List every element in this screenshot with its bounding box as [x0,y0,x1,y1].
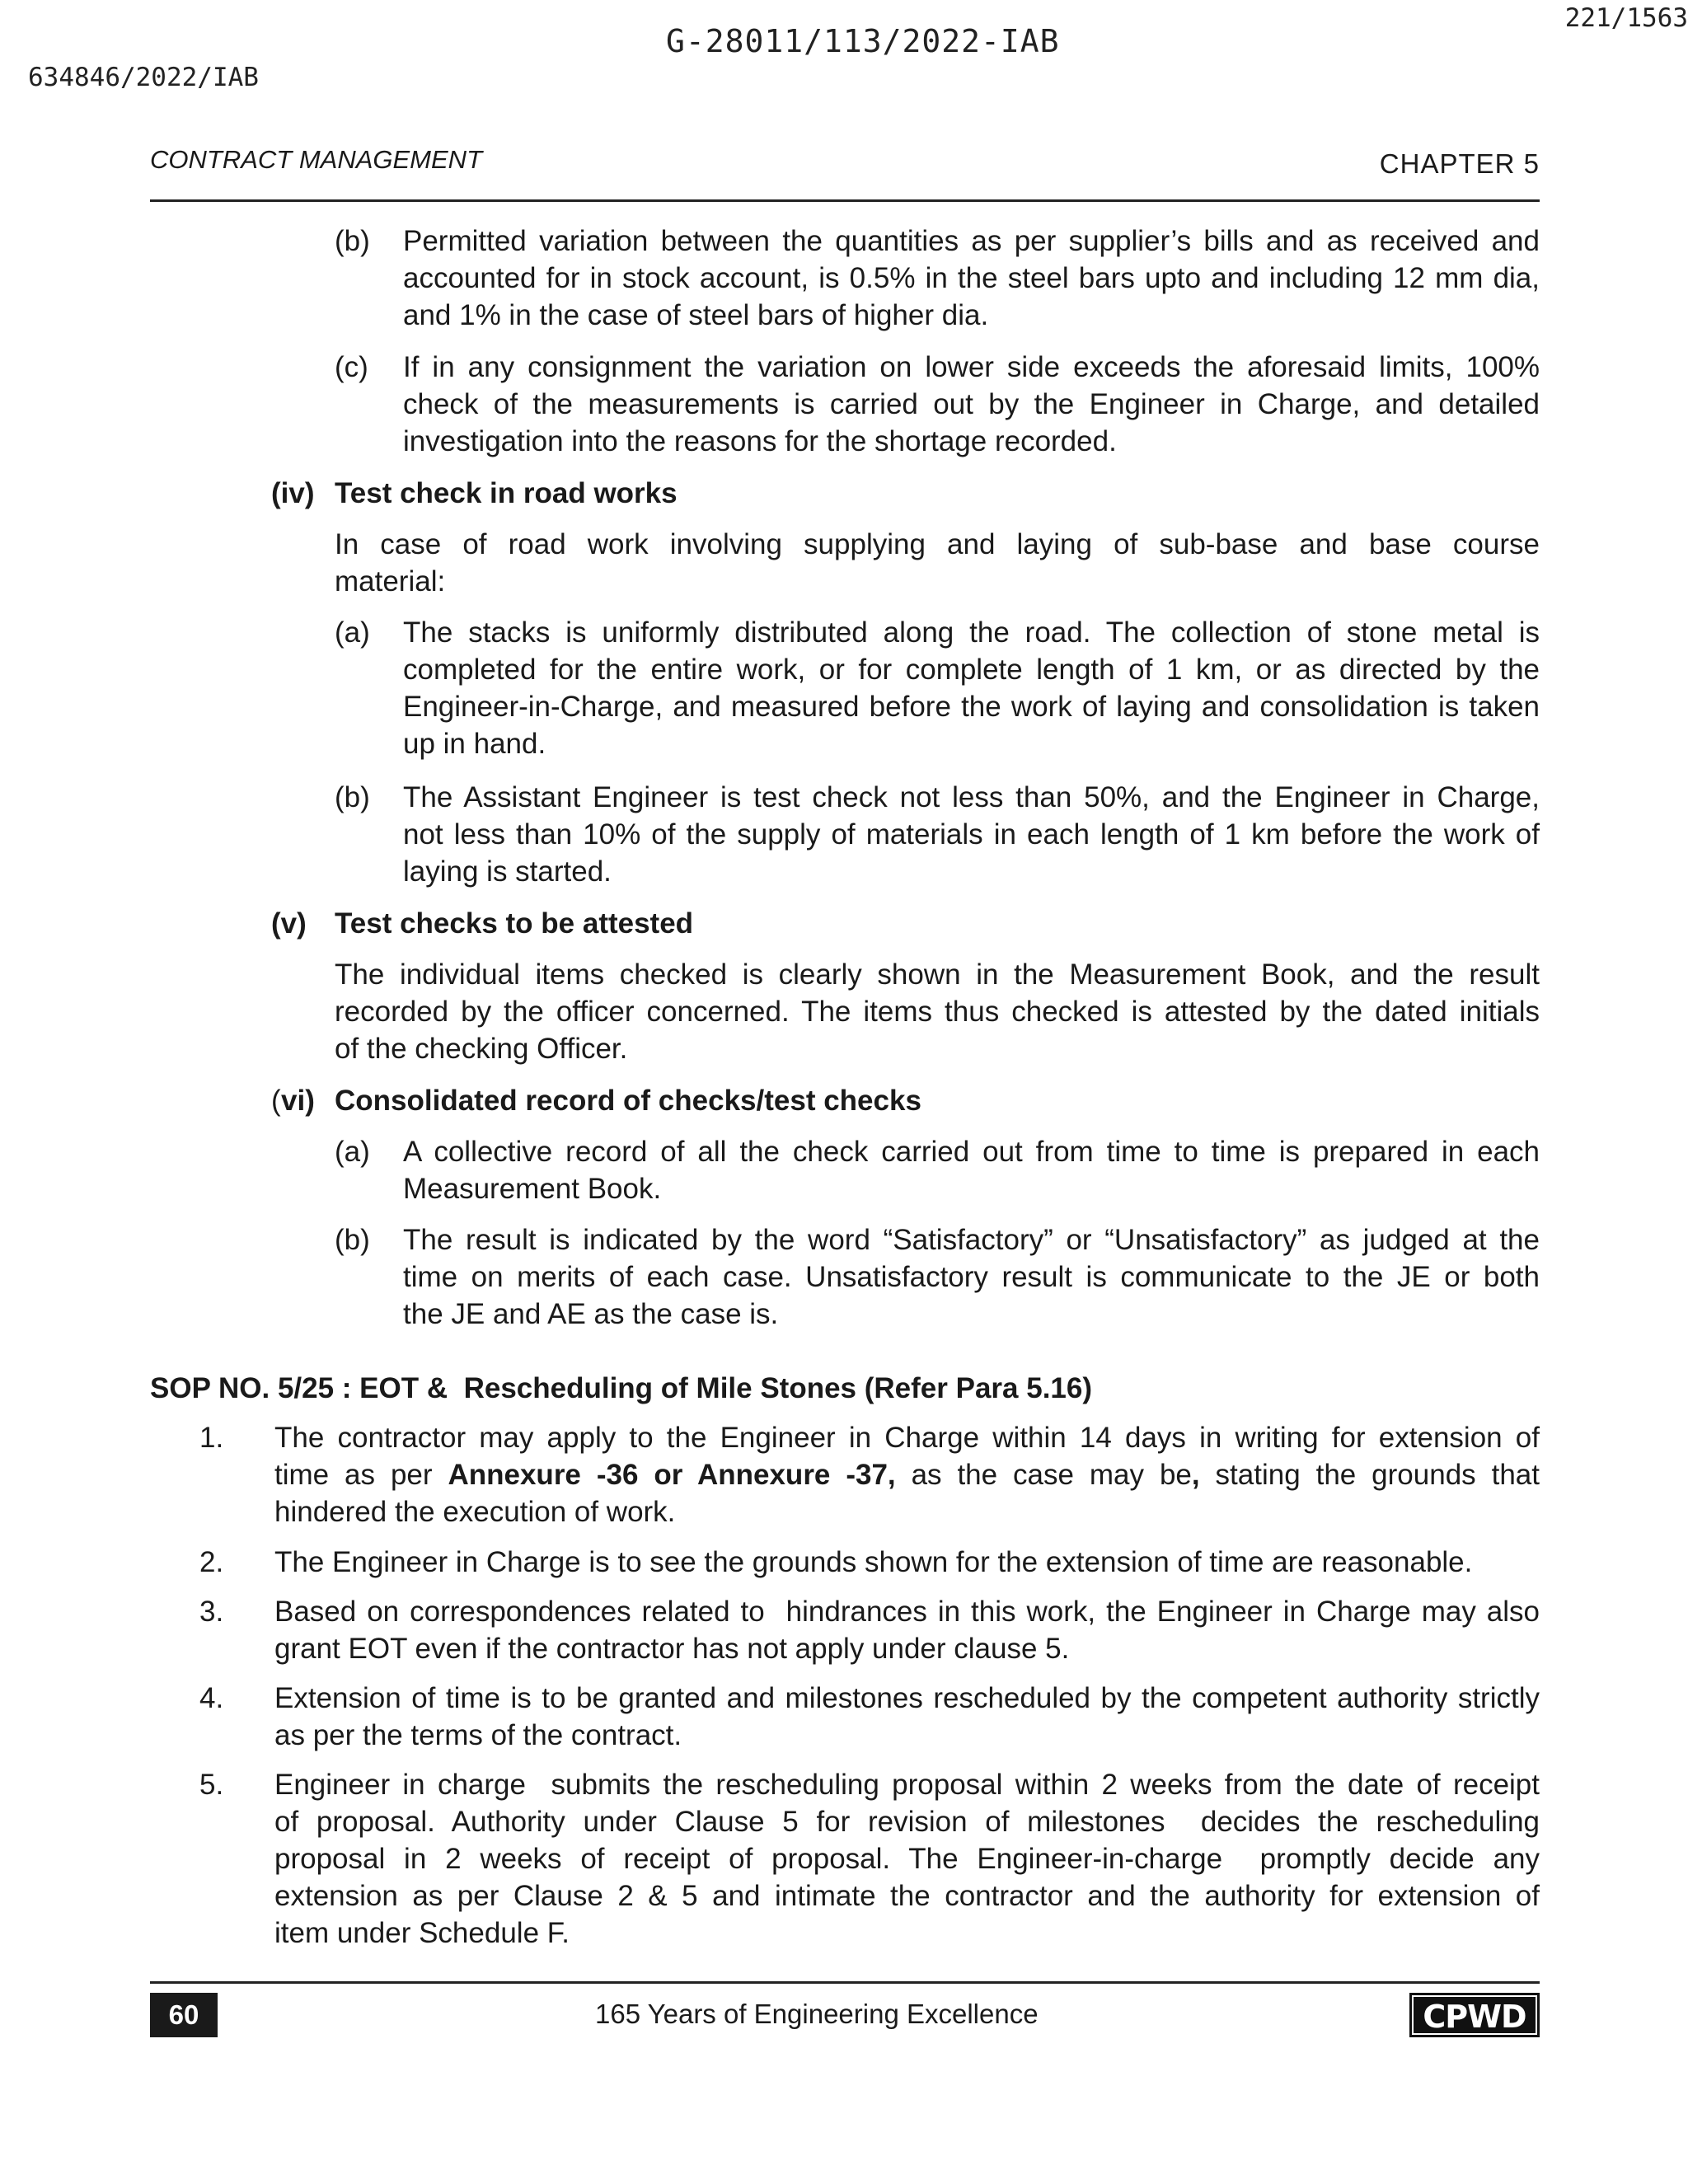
text-line: of proposal. Authority under Clause 5 for revision of milestones decides the rescheduling [274,1806,1540,1838]
text-line: grant EOT even if the contractor has not apply under clause 5. [274,1633,1070,1665]
page-counter-stamp: 221/1563 [1564,3,1688,33]
section-heading: Test checks to be attested [335,907,694,940]
item-number: 2. [199,1546,224,1578]
sop-heading: SOP NO. 5/25 : EOT & Rescheduling of Mile Stones (Refer Para 5.16) [150,1372,1093,1404]
text-run: stating the grounds that [1199,1459,1540,1491]
text-line: The Engineer in Charge is to see the grounds shown for the extension of time are reasonable. [274,1546,1473,1578]
text-line: of the checking Officer. [335,1033,628,1065]
text-run: , [1191,1459,1200,1491]
header-rule [150,199,1540,202]
annexure-reference: Annexure -36 or Annexure -37, [448,1459,896,1491]
text-line: The stacks is uniformly distributed along the road. The collection of stone metal is [403,616,1540,649]
cpwd-logo [1409,1993,1540,2037]
text-line: laying is started. [403,855,612,888]
item-number: 4. [199,1682,224,1714]
list-item [403,779,1540,890]
item-number: 3. [199,1596,224,1628]
text-line: Engineer-in-Charge, and measured before the work of laying and consolidation is taken [403,691,1540,723]
section-heading: Test check in road works [335,477,678,509]
text-line: completed for the entire work, or for complete length of 1 km, or as directed by the [403,654,1540,686]
text-line: not less than 10% of the supply of materials in each length of 1 km before the work of [403,818,1540,851]
list-item [403,223,1540,334]
text-line: Measurement Book. [403,1173,662,1205]
text-line: The contractor may apply to the Engineer in Charge within 14 days in writing for extension of [274,1422,1540,1454]
text-line: investigation into the reasons for the shortage recorded. [403,425,1117,457]
list-item [403,1221,1540,1333]
list-item [274,1593,1540,1667]
list-item [274,1766,1540,1952]
receipt-number-stamp: 634846/2022/IAB [28,63,259,92]
text-line: check of the measurements is carried out by the Engineer in Charge, and detailed [403,388,1540,420]
item-label: (a) [335,616,370,649]
text-line: up in hand. [403,728,546,760]
text-line: Extension of time is to be granted and milestones rescheduled by the competent authority strictly [274,1682,1540,1714]
text-line: time on merits of each case. Unsatisfactory result is communicate to the JE or both [403,1261,1540,1293]
text-line: the JE and AE as the case is. [403,1298,779,1330]
item-label: (b) [335,225,370,257]
list-item [274,1680,1540,1754]
text-line: item under Schedule F. [274,1917,570,1949]
section-heading-number: (v) [271,907,307,940]
text-line: as per the terms of the contract. [274,1719,682,1751]
paragraph [335,526,1540,600]
paragraph [335,956,1540,1067]
text-line: The Assistant Engineer is test check not less than 50%, and the Engineer in Charge, [403,781,1540,813]
svg-text:CPWD: CPWD [1423,1999,1526,2035]
text-line: In case of road work involving supplying and laying of sub-base and base course [335,528,1540,560]
running-header-title: CONTRACT MANAGEMENT [150,145,482,174]
footer-tagline: 165 Years of Engineering Excellence [595,1999,1039,2029]
text-line: extension as per Clause 2 & 5 and intimate the contractor and the authority for extension of [274,1880,1540,1912]
text-line: material: [335,565,446,598]
running-header-chapter: CHAPTER 5 [1379,148,1540,179]
text-line: A collective record of all the check carried out from time to time is prepared in each [403,1136,1540,1168]
file-number-stamp: G-28011/113/2022-IAB [666,23,1060,59]
item-label: (b) [335,1224,370,1256]
item-label: (a) [335,1136,370,1168]
footer-rule [150,1981,1540,1984]
text-line: recorded by the officer concerned. The items thus checked is attested by the dated initials [335,996,1540,1028]
section-heading-paren: ( [271,1085,281,1117]
section-heading: Consolidated record of checks/test checks [335,1085,921,1117]
text-line: proposal in 2 weeks of receipt of proposal. The Engineer-in-charge promptly decide any [274,1843,1540,1875]
section-heading-number: (iv) [271,477,315,509]
text-line: Engineer in charge submits the rescheduling proposal within 2 weeks from the date of receipt [274,1769,1540,1801]
item-number: 5. [199,1769,224,1801]
item-label: (b) [335,781,370,813]
text-line: If in any consignment the variation on lower side exceeds the aforesaid limits, 100% [403,351,1540,383]
page-number-badge: 60 [150,1993,218,2037]
text-run: time as per [274,1459,448,1491]
text-line: hindered the execution of work. [274,1496,676,1528]
list-item [403,614,1540,762]
text-line: Based on correspondences related to hindrances in this work, the Engineer in Charge may also [274,1596,1540,1628]
text-run: as the case may be [895,1459,1192,1491]
item-number: 1. [199,1422,224,1454]
section-heading-number: vi) [281,1085,315,1117]
list-item [403,1133,1540,1207]
text-line [274,1456,1540,1493]
list-item [274,1419,1540,1530]
text-line: accounted for in stock account, is 0.5% in the steel bars upto and including 12 mm dia, [403,262,1540,294]
text-line: Permitted variation between the quantities as per supplier’s bills and as received and [403,225,1540,257]
text-line: The individual items checked is clearly shown in the Measurement Book, and the result [335,958,1540,991]
item-label: (c) [335,351,368,383]
list-item [274,1544,1540,1581]
text-line: The result is indicated by the word “Satisfactory” or “Unsatisfactory” as judged at the [403,1224,1540,1256]
list-item [403,349,1540,460]
text-line: and 1% in the case of steel bars of higher dia. [403,299,989,331]
